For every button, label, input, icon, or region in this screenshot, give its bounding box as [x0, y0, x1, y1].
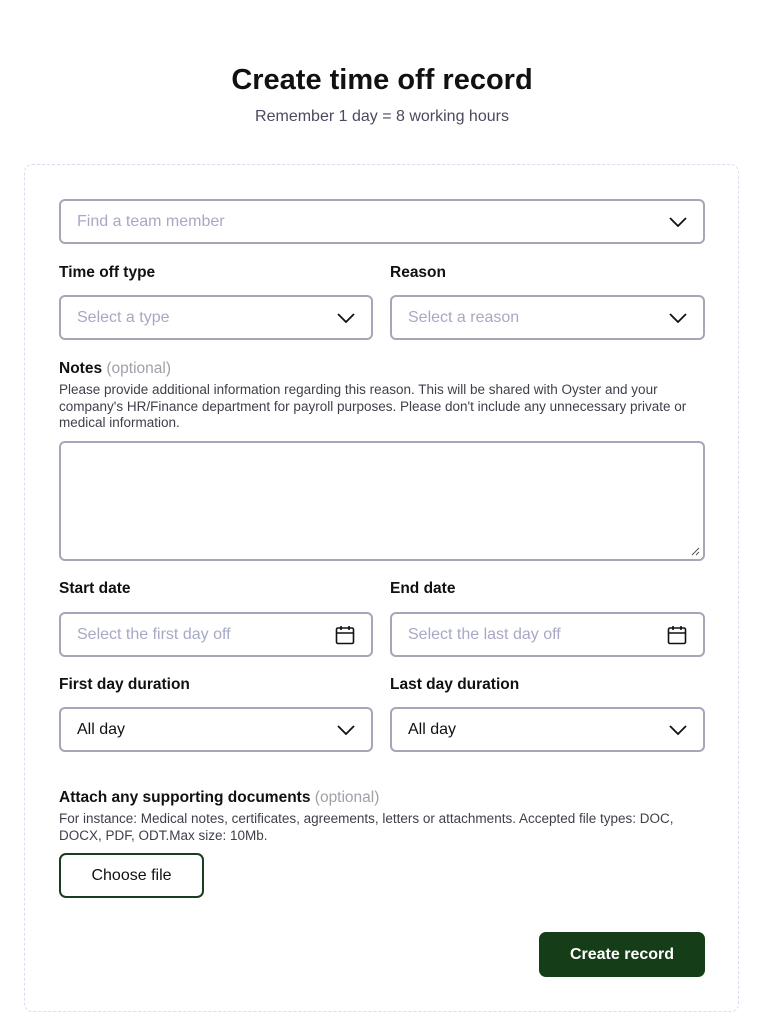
end-date-label: End date — [390, 580, 456, 597]
last-day-duration-value: All day — [408, 720, 457, 738]
choose-file-button[interactable]: Choose file — [59, 853, 204, 898]
last-day-duration-label: Last day duration — [390, 676, 520, 693]
notes-label — [59, 360, 171, 378]
attach-help: For instance: Medical notes, certificates, agreements, letters or attachments. Accepted file types: DOC, DOCX, PDF, ODT.Max size: 10Mb. — [59, 811, 674, 843]
optional-tag: (optional) — [106, 360, 172, 377]
calendar-icon[interactable] — [667, 625, 687, 645]
end-date-placeholder: Select the last day off — [408, 625, 561, 643]
start-date-placeholder: Select the first day off — [77, 625, 231, 643]
chevron-down-icon — [337, 725, 355, 735]
team-member-select[interactable] — [59, 199, 705, 244]
first-day-duration-value: All day — [77, 720, 126, 738]
optional-tag: (optional) — [314, 789, 380, 806]
first-day-duration-label: First day duration — [59, 676, 190, 693]
create-record-button[interactable]: Create record — [539, 932, 705, 977]
time-off-type-label: Time off type — [59, 264, 156, 281]
notes-textarea[interactable] — [59, 441, 705, 561]
attach-label — [59, 789, 379, 807]
team-member-placeholder: Find a team member — [77, 212, 225, 230]
chevron-down-icon — [669, 313, 687, 323]
end-date-input[interactable] — [390, 612, 705, 657]
notes-help: Please provide additional information regarding this reason. This will be shared with Oyster and your company's HR/Finance department for payroll purposes. Please don't include any unnecessary private or medical information. — [59, 382, 687, 430]
time-off-type-select[interactable] — [59, 295, 373, 340]
chevron-down-icon — [669, 725, 687, 735]
calendar-icon[interactable] — [335, 625, 355, 645]
chevron-down-icon — [337, 313, 355, 323]
page-subtitle: Remember 1 day = 8 working hours — [255, 108, 509, 125]
reason-label: Reason — [390, 264, 446, 281]
attach-label-text: Attach any supporting documents — [59, 789, 311, 806]
resize-handle-icon[interactable] — [690, 546, 700, 556]
last-day-duration-select[interactable] — [390, 707, 705, 752]
chevron-down-icon — [669, 217, 687, 227]
page-title: Create time off record — [231, 64, 533, 96]
notes-label-text: Notes — [59, 360, 103, 377]
reason-placeholder: Select a reason — [408, 308, 520, 326]
start-date-label: Start date — [59, 580, 131, 597]
reason-select[interactable] — [390, 295, 705, 340]
first-day-duration-select[interactable] — [59, 707, 373, 752]
time-off-type-placeholder: Select a type — [77, 308, 170, 326]
start-date-input[interactable] — [59, 612, 373, 657]
